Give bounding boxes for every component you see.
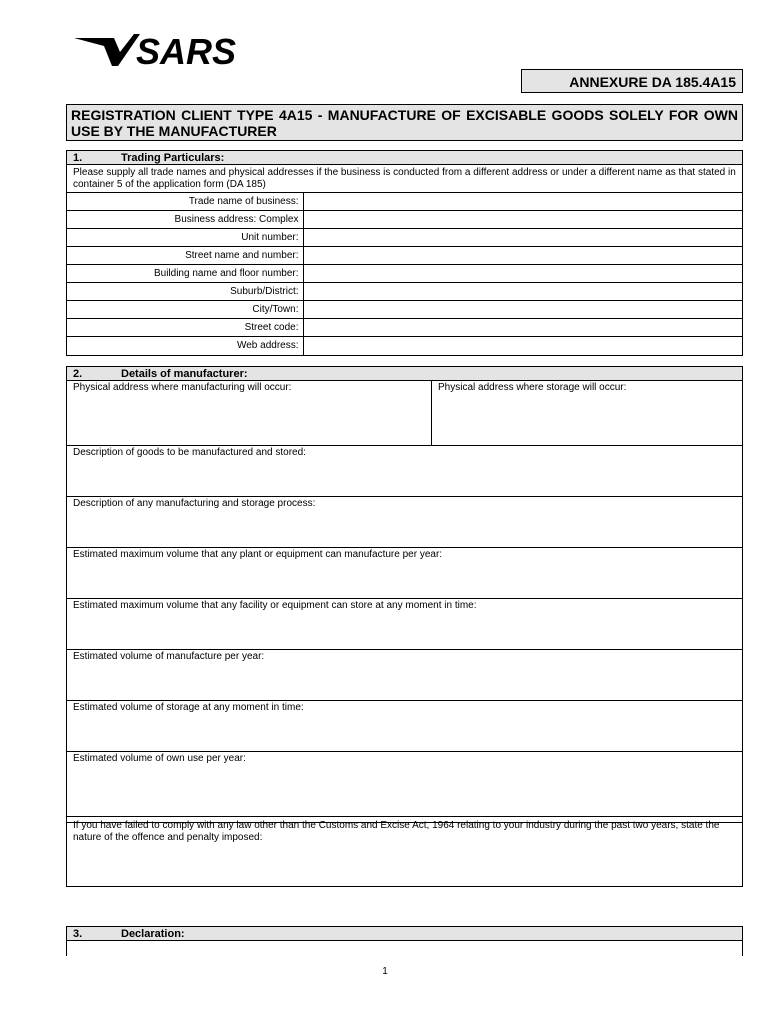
page-number: 1 <box>382 966 388 977</box>
storage-volume-field[interactable] <box>67 701 742 752</box>
section-instruction: Please supply all trade names and physical addresses if the business is conducted from a different address or under a different name as that stated in container 5 of the application form (DA 185) <box>73 167 736 190</box>
section-number: 3. <box>73 928 83 940</box>
field-label: City/Town: <box>67 301 303 319</box>
physical-address-row <box>67 381 742 446</box>
field-label: Description of goods to be manufactured and stored: <box>73 447 306 458</box>
city-input[interactable] <box>303 301 742 319</box>
section-trading-particulars <box>66 150 743 356</box>
field-label: Trade name of business: <box>67 193 303 211</box>
field-label: Street code: <box>67 319 303 337</box>
section-heading <box>67 927 742 941</box>
table-row <box>67 301 742 319</box>
offence-label: If you have failed to comply with any law other than the Customs and Excise Act, 1964 relating to your industry during the past two years, state the nature of the offence and penalty imposed: <box>73 820 720 843</box>
table-row <box>67 229 742 247</box>
annexure-label: ANNEXURE DA 185.4A15 <box>521 69 743 93</box>
field-label: Suburb/District: <box>67 283 303 301</box>
process-description-field[interactable] <box>67 497 742 548</box>
field-label: Physical address where manufacturing will occur: <box>73 382 292 393</box>
max-storage-volume-field[interactable] <box>67 599 742 650</box>
section-number: 2. <box>73 368 83 380</box>
field-label: Description of any manufacturing and storage process: <box>73 498 316 509</box>
field-label: Estimated volume of own use per year: <box>73 753 246 764</box>
field-label: Physical address where storage will occur: <box>438 382 627 393</box>
building-name-input[interactable] <box>303 265 742 283</box>
field-label: Estimated maximum volume that any plant or equipment can manufacture per year: <box>73 549 443 560</box>
svg-text:SARS: SARS <box>136 32 237 72</box>
field-label: Estimated volume of storage at any moment in time: <box>73 702 304 713</box>
offence-field[interactable] <box>66 816 743 887</box>
field-label: Web address: <box>67 337 303 355</box>
table-row <box>67 319 742 337</box>
business-complex-input[interactable] <box>303 211 742 229</box>
field-label: Building name and floor number: <box>67 265 303 283</box>
section-details-of-manufacturer <box>66 366 743 823</box>
section-heading <box>67 367 742 381</box>
max-manufacture-volume-field[interactable] <box>67 548 742 599</box>
section-heading <box>67 151 742 165</box>
web-address-input[interactable] <box>303 337 742 355</box>
section-title: Trading Particulars: <box>121 152 225 164</box>
section-title: Declaration: <box>121 928 185 940</box>
sars-logo <box>74 32 244 72</box>
trade-particulars-table <box>67 192 742 355</box>
street-name-input[interactable] <box>303 247 742 265</box>
table-row <box>67 265 742 283</box>
section-declaration <box>66 926 743 956</box>
form-title: REGISTRATION CLIENT TYPE 4A15 - MANUFACTURE OF EXCISABLE GOODS SOLELY FOR OWN USE BY THE MANUFACTURER <box>66 104 743 141</box>
suburb-input[interactable] <box>303 283 742 301</box>
storage-address-field[interactable] <box>432 381 742 445</box>
table-row <box>67 211 742 229</box>
trade-name-input[interactable] <box>303 193 742 211</box>
table-row <box>67 193 742 211</box>
field-label: Street name and number: <box>67 247 303 265</box>
field-label: Unit number: <box>67 229 303 247</box>
street-code-input[interactable] <box>303 319 742 337</box>
table-row <box>67 247 742 265</box>
section-title: Details of manufacturer: <box>121 368 248 380</box>
table-row <box>67 337 742 355</box>
section-number: 1. <box>73 152 83 164</box>
goods-description-field[interactable] <box>67 446 742 497</box>
manufacture-volume-field[interactable] <box>67 650 742 701</box>
field-label: Estimated volume of manufacture per year: <box>73 651 265 662</box>
field-label: Business address: Complex <box>67 211 303 229</box>
own-use-volume-field[interactable] <box>67 752 742 822</box>
field-label: Estimated maximum volume that any facility or equipment can store at any moment in time: <box>73 600 477 611</box>
table-row <box>67 283 742 301</box>
manufacturing-address-field[interactable] <box>67 381 432 445</box>
unit-number-input[interactable] <box>303 229 742 247</box>
